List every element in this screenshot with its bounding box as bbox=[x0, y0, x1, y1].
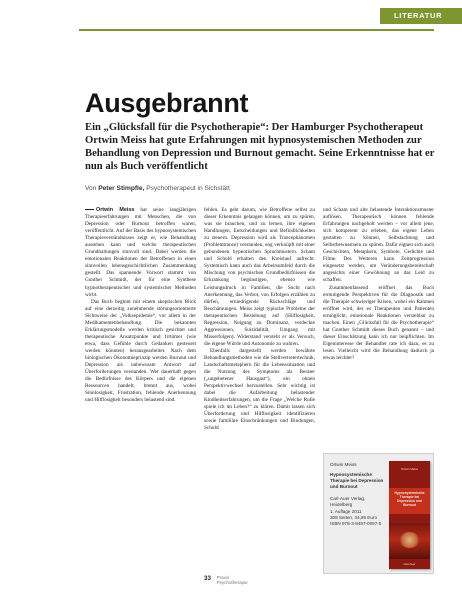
page-footer bbox=[204, 575, 248, 585]
text-column-2 bbox=[204, 207, 315, 433]
magazine-line-1: Praxis bbox=[216, 575, 230, 580]
byline bbox=[85, 185, 435, 192]
book-isbn: ISBN 978-3-8497-0097-5 bbox=[330, 520, 382, 526]
lead-name: Ortwin Meiss bbox=[96, 207, 135, 213]
section-label: LITERATUR bbox=[380, 8, 462, 24]
paragraph-text: hat seine langjährigen Therapieerfahrungen mit Menschen, die von Depression oder Burnout betroffen waren, veröffentlicht. Auf der Basis des hypnosystemischen Therapieverständnisses zeigt er, wie Behandlung aussehen kann und welche therapeutischen Grundhaltungen sinnvoll sind. Dabei werden die emotionalen Reaktionen der Betroffenen in einen sinnvollen lebensgeschichtlichen Zusammenhang gestellt. Das spannende Vorwort stammt von Gunther Schmidt, der für eine Synthese hypnotherapeutischer und systemischer Methoden wirbt. bbox=[85, 207, 196, 298]
paragraph: Ebenfalls dargestellt werden bewährte Behandlungsmethoden wie die Stellvertretertechnik, Landschaftsmetaphern für die Lebenssituation und die Nutzung des Symptoms als Berater („ungebetener Hausgast“), ein ohnen Perspektivwechsel herzustellen. Sehr wichtig ist dabei die Aufarbeitung belastender Kindheitserfahrungen, um die Frage „Welche Rolle spiele ich im Leben?“ zu klären. Damit lassen sich Überforderung und Hilflosigkeit identifizieren sowie familiäre Einschränkungen und Bindungen, Schuld bbox=[204, 347, 315, 432]
page-number: 33 bbox=[204, 575, 211, 582]
text-column-1 bbox=[85, 207, 196, 404]
book-info-box bbox=[323, 453, 434, 574]
paragraph: Zusammenfassend eröffnet das Buch ermutigende Perspektiven für die Diagnostik und die Therapie schwieriger Krisen, wobei ein Rahmen eröffnet wird, der es Therapeuten und Patienten ermöglicht, emotionale Reaktionen verstehbar zu machen. Einen „Glücksfall für die Psychotherapie“ hat Gunther Schmidt dieses Buch genannt – und dieser Einschätzung kann ich nur beipflichten. Im Eigeninteresse der Behandler rate ich dazu, es zu lesen. Vielleicht wird die Behandlung dadurch ja etwas leichter? bbox=[323, 284, 434, 361]
paragraph: fehlen. Es geht darum, wie Betroffene selbst zu dieser Erkenntnis gelangen können, um zu spüren, was sie brauchen, und zu lernen, ihre eigenen Handlungen, Entscheidungen und Befindlichkeiten zu steuern. Depression wird als Trancephänomen (Problemtrance) verstanden, eng verknüpft mit einer gebundenen hypnotischen Sprachmustern. Scham und Schuld erhalten den Kreislauf aufrecht. Systemisch kann auch das Arbeitsumfeld durch die Mischung von psychischen Grundbedürfnissen die Erkrankung begünstigen, ebenso wie Leistungsdruck in Familien, die Sucht nach Anerkennung, das Verbot, von Erfolgen erzählen zu dürfen, erniedrigende Rückschläge und Beschämungen. Meiss zeigt typische Probleme der therapeutischen Beziehung auf (Hilflosigkeit, Regression, Neigung zu Dominanz, verdeckte Aggressionen, Suizidalität, Umgang mit Misserfolgen). Widerstand versteht er als Versuch, die eigene Würde und Autonomie zu wahren. bbox=[204, 207, 315, 347]
paragraph: Das Buch beginnt mit einem skeptischen Blick auf eine derzeitig zunehmende störungsorientierte Sichtweise der „Volksepidemie“, vor allem in der Medikamentenbehandlung. Die bekannten Erklärungsmodelle werden kritisch gesichtet und therapeutische Ansatzpunkte und Irrtümer (wie etwa, dass Gefühle durch Gedanken gesteuert werden könnten) herausgearbeitet. Nach dem biologischen Ökonomieprinzip werden Burnout und Depression als unbewusste Antwort auf Überforderungen verstanden. Wer dauerhaft gegen die Bedürfnisse des Körpers und die eigenen Ressourcen handelt, brennt aus, wobei Sinnlosigkeit, Frustration, fehlende Anerkennung und Hilflosigkeit besonders belastend sind. bbox=[85, 298, 196, 404]
cover-author: Ortwin Meiss bbox=[400, 467, 419, 471]
magazine-name bbox=[217, 575, 248, 585]
cover-artwork bbox=[389, 523, 430, 559]
book-publisher: Carl-Auer Verlag, Heidelberg bbox=[330, 496, 366, 508]
book-edition: 1. Auflage 2011 bbox=[330, 508, 362, 514]
byline-role: Psychotherapeut in Sichstätt bbox=[146, 185, 230, 192]
byline-prefix: Von bbox=[85, 185, 97, 192]
cover-title: Hypnosystemische Therapie bei Depression und Burnout bbox=[389, 488, 430, 514]
book-cover-image bbox=[389, 461, 430, 569]
paragraph: und Scham und alte belastende Interaktionsmuster auflösen. Therapeutisch können fehlende Erfahrungen nachgeholt werden – vor allem jene, sich kompetent zu erleben, das eigene Leben gestalten zu können, Selbstachtung und Selbstbewusstsein zu spüren. Dafür eignen sich auch Geschichten, Metaphern, Symbole, Gedichte und Filme. Des Weiteren kann Zeitprogression eingesetzt werden, um Veränderungsbereitschaft angesichts einer Gewöhnung an das Leid zu schaffen. bbox=[323, 207, 434, 284]
article-deck: Ein „Glücksfall für die Psychotherapie“: Der Hamburger Psychotherapeut Ortwin Meiss hat gute Erfahrungen mit hypnosystemischen Methoden zur Behandlung von Depression und Burnout gemacht. Seine Erkenntnisse hat er nun als Buch veröffentlicht bbox=[85, 122, 435, 173]
book-details: 308 Seiten, 34,95 Euro bbox=[330, 514, 377, 520]
cover-publisher: Carl-Auer bbox=[403, 562, 416, 566]
text-column-3 bbox=[323, 207, 434, 362]
book-author: Ortwin Meiss bbox=[330, 462, 357, 467]
book-title: Hypnosystemische Therapie bei Depression und Burnout bbox=[330, 472, 384, 490]
magazine-line-2: Psychotherapie bbox=[216, 580, 248, 585]
top-rule bbox=[79, 29, 434, 31]
paragraph bbox=[85, 207, 196, 299]
lead-dash bbox=[85, 209, 94, 210]
article-headline: Ausgebrannt bbox=[85, 88, 249, 118]
byline-author: Peter Stimpfle, bbox=[98, 185, 145, 192]
book-caption bbox=[330, 462, 386, 527]
